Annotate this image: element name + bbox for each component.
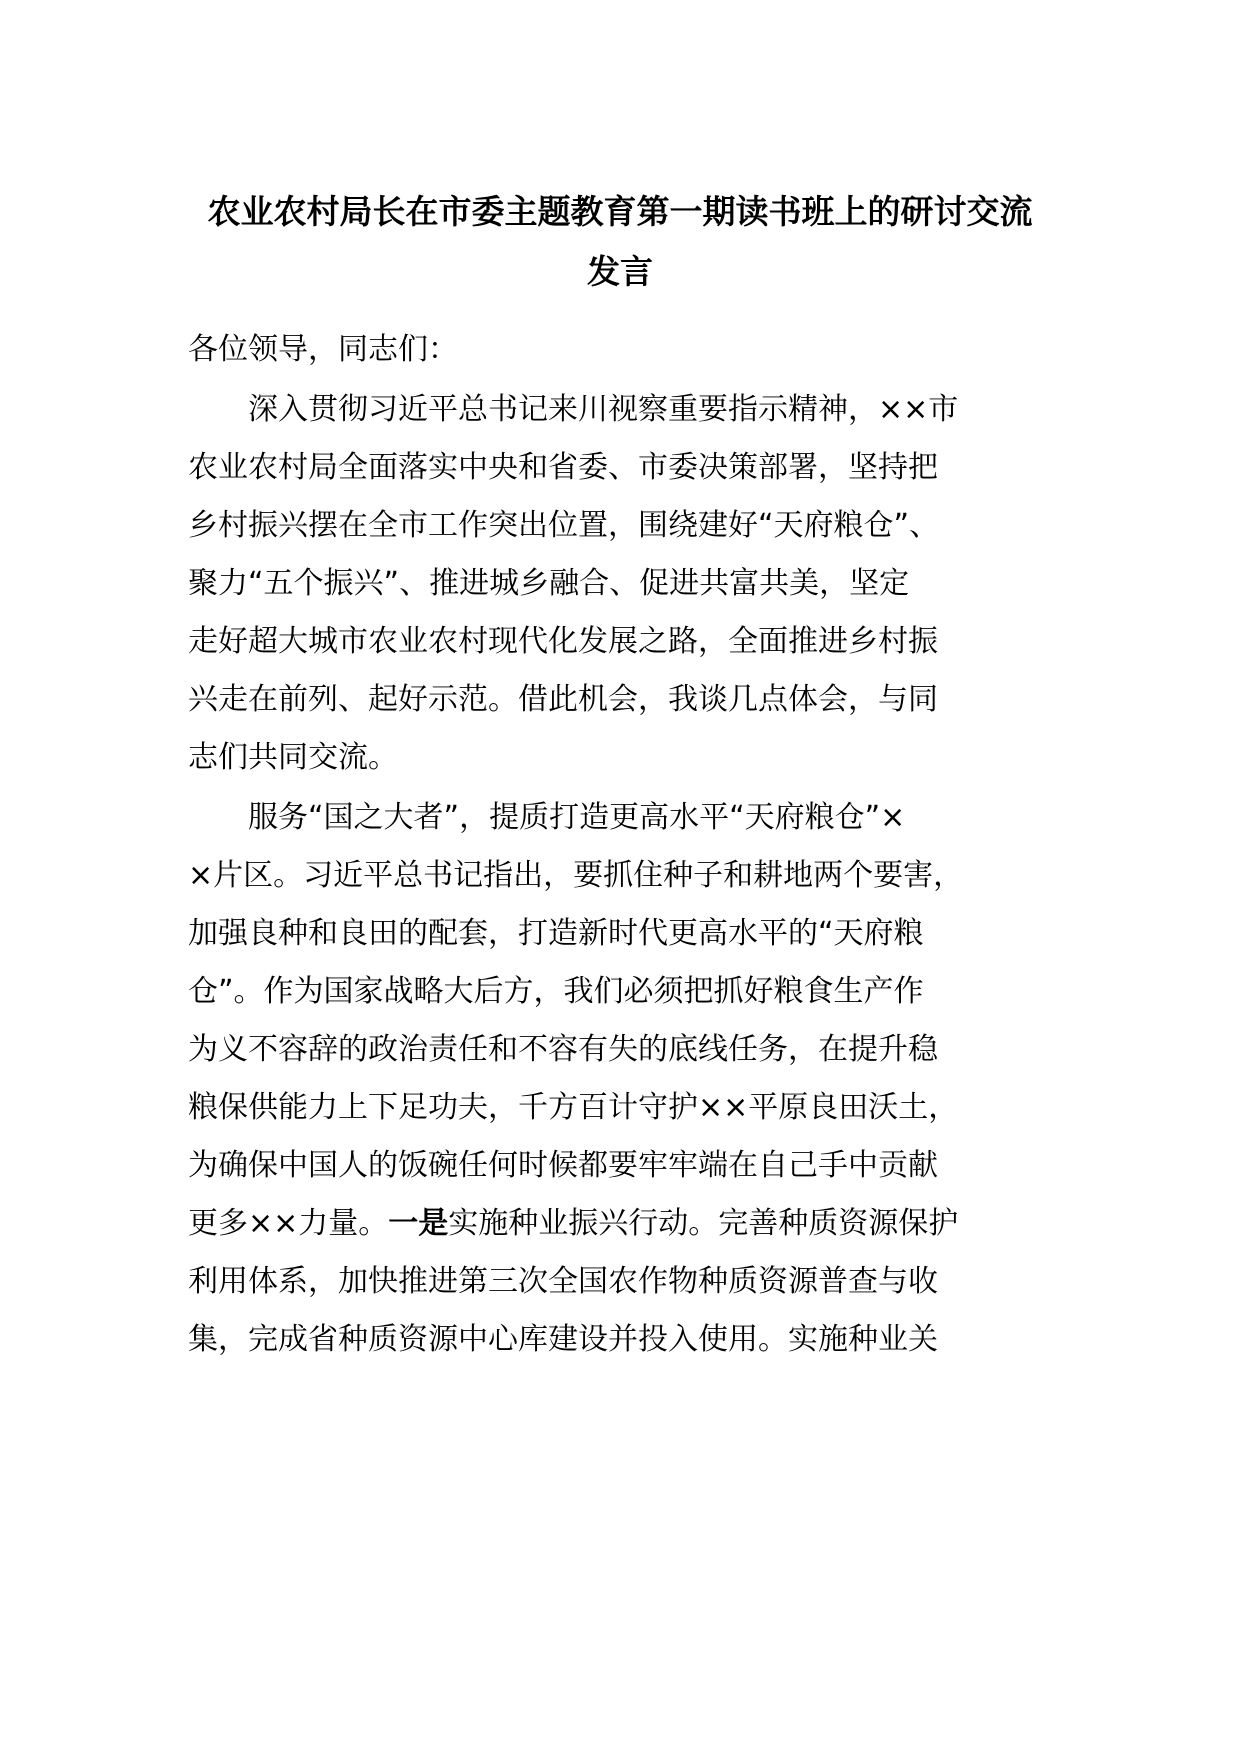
body-line: 深入贯彻习近平总书记来川视察重要指示精神，××市 xyxy=(188,392,959,427)
body-line: 聚力“五个振兴”、推进城乡融合、促进共富共美，坚定 xyxy=(188,566,910,601)
document-title-line-1: 农业农村局长在市委主题教育第一期读书班上的研讨交流 xyxy=(207,192,1033,231)
body-line: 乡村振兴摆在全市工作突出位置，围绕建好“天府粮仓”、 xyxy=(188,508,940,543)
bold-lead: 一是 xyxy=(388,1206,449,1241)
body-line: 集，完成省种质资源中心库建设并投入使用。实施种业关 xyxy=(188,1322,938,1357)
body-line: 为义不容辞的政治责任和不容有失的底线任务，在提升稳 xyxy=(188,1032,938,1067)
body-line xyxy=(188,1204,958,1244)
body-line: 粮保供能力上下足功夫，千方百计守护××平原良田沃土， xyxy=(188,1090,959,1125)
body-line: 农业农村局全面落实中央和省委、市委决策部署，坚持把 xyxy=(188,450,938,485)
document-title-line-2: 发言 xyxy=(587,252,653,291)
body-line: 加强良种和良田的配套，打造新时代更高水平的“天府粮 xyxy=(188,916,924,951)
body-line: 走好超大城市农业农村现代化发展之路，全面推进乡村振 xyxy=(188,624,938,659)
body-line: 服务“国之大者”，提质打造更高水平“天府粮仓”× xyxy=(188,800,906,835)
body-line: 志们共同交流。 xyxy=(188,740,398,775)
body-line: 仓”。作为国家战略大后方，我们必须把抓好粮食生产作 xyxy=(188,974,924,1009)
salutation: 各位领导，同志们： xyxy=(188,332,458,367)
body-line: 利用体系，加快推进第三次全国农作物种质资源普查与收 xyxy=(188,1264,938,1299)
body-line: 为确保中国人的饭碗任何时候都要牢牢端在自己手中贡献 xyxy=(188,1148,938,1183)
body-text: 更多××力量。 xyxy=(188,1206,389,1241)
body-line: ×片区。习近平总书记指出，要抓住种子和耕地两个要害， xyxy=(188,858,964,893)
body-text: 实施种业振兴行动。完善种质资源保护 xyxy=(448,1206,959,1241)
body-line: 兴走在前列、起好示范。借此机会，我谈几点体会，与同 xyxy=(188,682,938,717)
